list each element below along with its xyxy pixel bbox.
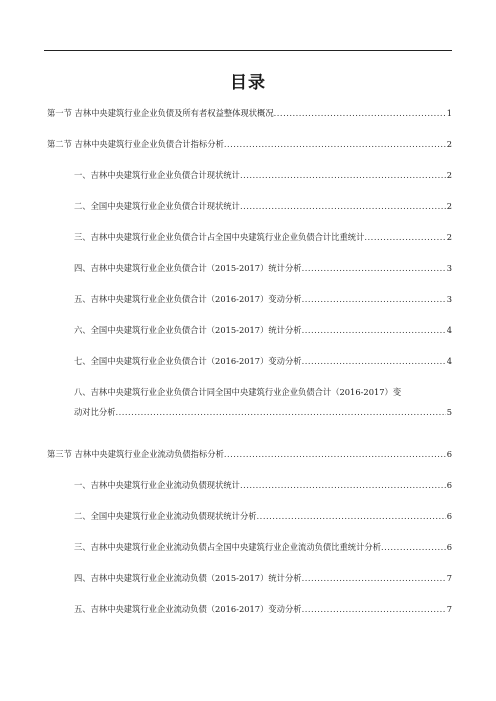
toc-leader-dots bbox=[240, 480, 446, 491]
toc-entry[interactable] bbox=[74, 573, 452, 584]
toc-entry[interactable] bbox=[74, 387, 452, 418]
toc-entry-text-continued: 动对比分析 bbox=[74, 407, 116, 417]
toc-entry[interactable] bbox=[74, 511, 452, 522]
toc-leader-dots bbox=[302, 325, 446, 336]
toc-entry-text: 第一节 吉林中央建筑行业企业负债及所有者权益整体现状概况 bbox=[47, 108, 274, 118]
toc-entry[interactable] bbox=[74, 604, 452, 615]
toc-entry-text: 三、吉林中央建筑行业企业流动负债占全国中央建筑行业企业流动负债比重统计分析 bbox=[74, 542, 381, 552]
toc-leader-dots bbox=[116, 407, 446, 418]
toc-entry[interactable] bbox=[74, 201, 452, 212]
toc-page-number: 4 bbox=[446, 356, 452, 366]
toc-page-number: 1 bbox=[446, 108, 452, 118]
toc-leader-dots bbox=[302, 573, 446, 584]
toc-page-number: 2 bbox=[446, 201, 452, 211]
toc-entry[interactable] bbox=[74, 325, 452, 336]
toc-leader-dots bbox=[381, 542, 446, 553]
toc-entry-text: 二、全国中央建筑行业企业负债合计现状统计 bbox=[74, 201, 240, 211]
toc-page-number: 2 bbox=[446, 170, 452, 180]
toc-entry-text: 五、吉林中央建筑行业企业流动负债（2016-2017）变动分析 bbox=[74, 604, 302, 614]
toc-entry-text: 五、吉林中央建筑行业企业负债合计（2016-2017）变动分析 bbox=[74, 294, 302, 304]
toc-entry[interactable] bbox=[74, 480, 452, 491]
toc-entry[interactable] bbox=[47, 108, 452, 119]
toc-page-number: 2 bbox=[446, 139, 452, 149]
toc-entry-text: 第二节 吉林中央建筑行业企业负债合计指标分析 bbox=[47, 139, 224, 149]
toc-page-number: 2 bbox=[446, 232, 452, 242]
toc-entry[interactable] bbox=[47, 139, 452, 150]
toc-entry[interactable] bbox=[74, 356, 452, 367]
toc-leader-dots bbox=[257, 511, 446, 522]
toc-leader-dots bbox=[240, 201, 446, 212]
toc-entry[interactable] bbox=[74, 294, 452, 305]
toc-entry-text: 一、吉林中央建筑行业企业流动负债现状统计 bbox=[74, 480, 240, 490]
toc-entry[interactable] bbox=[74, 542, 452, 553]
toc-entry-text: 四、吉林中央建筑行业企业负债合计（2015-2017）统计分析 bbox=[74, 263, 302, 273]
toc-entry-text: 六、全国中央建筑行业企业负债合计（2015-2017）统计分析 bbox=[74, 325, 302, 335]
toc-page-number: 6 bbox=[446, 542, 452, 552]
toc-leader-dots bbox=[364, 232, 445, 243]
header-rule bbox=[44, 50, 452, 51]
toc-leader-dots bbox=[302, 356, 446, 367]
toc-entry[interactable] bbox=[74, 232, 452, 243]
toc-page-number: 3 bbox=[446, 294, 452, 304]
toc-leader-dots bbox=[224, 449, 446, 460]
toc-page-number: 4 bbox=[446, 325, 452, 335]
toc-page-number: 7 bbox=[446, 604, 452, 614]
page-title: 目录 bbox=[230, 73, 266, 93]
toc-page-number: 7 bbox=[446, 573, 452, 583]
toc-leader-dots bbox=[302, 263, 446, 274]
toc-page-number: 5 bbox=[446, 407, 452, 417]
toc-leader-dots bbox=[240, 170, 446, 181]
toc-entry-text: 七、全国中央建筑行业企业负债合计（2016-2017）变动分析 bbox=[74, 356, 302, 366]
toc-entry-text: 四、吉林中央建筑行业企业流动负债（2015-2017）统计分析 bbox=[74, 573, 302, 583]
toc-entry-text: 八、吉林中央建筑行业企业负债合计同全国中央建筑行业企业负债合计（2016-2017）变 bbox=[74, 387, 402, 397]
toc-leader-dots bbox=[224, 139, 446, 150]
toc-leader-dots bbox=[302, 604, 446, 615]
toc-entry-text: 三、吉林中央建筑行业企业负债合计占全国中央建筑行业企业负债合计比重统计 bbox=[74, 232, 365, 242]
toc-leader-dots bbox=[302, 294, 446, 305]
toc-page-number: 6 bbox=[446, 480, 452, 490]
toc-page-number: 6 bbox=[446, 449, 452, 459]
toc-page-number: 3 bbox=[446, 263, 452, 273]
toc-entry-text: 一、吉林中央建筑行业企业负债合计现状统计 bbox=[74, 170, 240, 180]
toc-entry-text: 第三节 吉林中央建筑行业企业流动负债指标分析 bbox=[47, 449, 224, 459]
toc-entry-text: 二、全国中央建筑行业企业流动负债现状统计分析 bbox=[74, 511, 257, 521]
toc-page-number: 6 bbox=[446, 511, 452, 521]
toc-entry[interactable] bbox=[47, 449, 452, 460]
toc-entry[interactable] bbox=[74, 263, 452, 274]
toc-leader-dots bbox=[274, 108, 446, 119]
toc-entry[interactable] bbox=[74, 170, 452, 181]
